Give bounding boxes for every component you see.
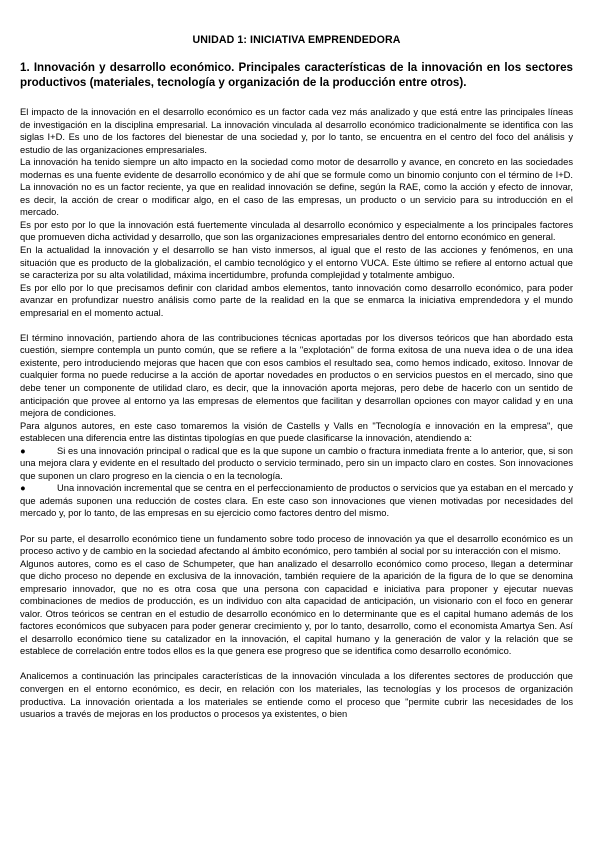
paragraph: Es por ello por lo que precisamos definir con claridad ambos elementos, tanto innovación como desarrollo económico, para poder avanzar en profundizar nuestro análisis como parte de la realidad en la que se enmarca la iniciativa emprendedora y el mundo empresarial en el momento actual. bbox=[20, 282, 573, 318]
paragraph: Por su parte, el desarrollo económico tiene un fundamento sobre todo proceso de innovación ya que el desarrollo económico es un proceso activo y de cambio en la sociedad afectando al ámbito económico, pero también al social por su interacción con el mismo. bbox=[20, 533, 573, 557]
document-page bbox=[20, 34, 573, 721]
bullet-text: Si es una innovación principal o radical que es la que supone un cambio o fractura inmediata frente a lo anterior, que, si son una mejora clara y evidente en el resultado del producto o servicio terminado, pero sin un impacto claro en costes. Son innovaciones que suponen un claro progreso en la ciencia o en la tecnología. bbox=[20, 445, 573, 481]
bullet-item bbox=[20, 445, 573, 483]
paragraph-gap bbox=[20, 520, 573, 533]
unit-title: UNIDAD 1: INICIATIVA EMPRENDEDORA bbox=[192, 34, 401, 46]
paragraph: Es por esto por lo que la innovación está fuertemente vinculada al desarrollo económico y especialmente a los principales factores que promueven dicha actividad y desarrollo, que son las organizaciones empresariales dentro del entorno económico en general. bbox=[20, 219, 573, 243]
paragraph: El término innovación, partiendo ahora de las contribuciones técnicas aportadas por los diversos teóricos que han abordado esta cuestión, siempre contempla un punto común, que se refiere a la "explotación" de forma exitosa de una nueva idea o de una idea existente, pero introduciendo mejoras que hacen que con esos cambios el resultado sea, como hemos indicado, exitoso. Innovar de cualquier forma no puede reducirse a la acción de aportar novedades en productos o en servicios puestos en el mercado, sino que debe tener un componente de utilidad claro, es decir, que la innovación aporta mejoras, pero debe de hacerlo con un sentido de anticipación que provee al entorno ya las empresas de elementos que facilitan y desarrollan opciones con mayor calidad y en una mejora de condiciones. bbox=[20, 332, 573, 419]
paragraph: Analicemos a continuación las principales características de la innovación vinculada a los diferentes sectores de producción que convergen en el entorno económico, es decir, en relación con los materiales, las tecnologías y los procesos de organización productiva. La innovación orientada a los materiales se entiende como el proceso que "permite cubrir las necesidades de los usuarios a través de mejoras en los productos o procesos ya existentes, o bien bbox=[20, 671, 573, 720]
section-title: 1. Innovación y desarrollo económico. Principales características de la innovación en los sectores productivos (materiales, tecnología y organización de la producción entre otros). bbox=[20, 61, 573, 89]
paragraph: El impacto de la innovación en el desarrollo económico es un factor cada vez más analizado y que está entre las principales líneas de investigación en la disciplina empresarial. La innovación vinculada al desarrollo económico tradicionalmente se identifica con las siglas I+D. Es uno de los factores del bienestar de una sociedad y, por lo tanto, se encuentra en el centro del foco del análisis y estudio de las organizaciones empresariales. bbox=[20, 107, 573, 155]
bullet-icon: ● bbox=[20, 483, 26, 494]
paragraph: Algunos autores, como es el caso de Schumpeter, que han analizado el desarrollo económico como proceso, llegan a determinar que dicho proceso no depende en exclusiva de la innovación, también requiere de la aparición de la figura de lo que se denomina empresario innovador, que no es otra cosa que una persona con capacidad e iniciativa para proponer y ejecutar nuevas combinaciones de medios de producción, es un individuo con alta capacidad de anticipación, un visionario con el foco en generar valor. Otros teóricos se centran en el estudio de desarrollo económico en lo determinante que es el capital humano además de los factores económicos que subyacen para poder generar crecimiento y, por lo tanto, desarrollo, como el economista Amartya Sen. Así el desarrollo económico tiene su catalizador en la innovación, el capital humano y la generación de valor y la relación que se establece de correlación entre todos ellos es la que genera ese progreso que se identifica como desarrollo económico. bbox=[20, 558, 573, 657]
paragraph: Para algunos autores, en este caso tomaremos la visión de Castells y Valls en "Tecnología e innovación en la empresa", que establecen una diferencia entre las distintas tipologías en que puede clasificarse la innovación, atendiendo a: bbox=[20, 420, 573, 444]
paragraph-gap bbox=[20, 658, 573, 671]
paragraph: En la actualidad la innovación y el desarrollo se han visto inmersos, al igual que el resto de las acciones y fenómenos, en una situación que es producto de la globalización, el cambio tecnológico y el entorno VUCA. Este último se refiere al entorno actual que se caracteriza por su alta volatilidad, máxima incertidumbre, profunda complejidad y totalmente ambiguo. bbox=[20, 245, 573, 281]
bullet-item bbox=[20, 482, 573, 520]
paragraph: La innovación ha tenido siempre un alto impacto en la sociedad como motor de desarrollo y avance, en concreto en las sociedades modernas es una fuente evidente de desarrollo económico y de ahí que se formule como un binomio conjunto con el término de I+D. La innovación no es un factor reciente, ya que en realidad innovación se define, según la RAE, como la acción y efecto de innovar, es decir, la acción de crear o modificar algo, en el caso de las empresas, un producto o un servicio para su introducción en el mercado. bbox=[20, 157, 573, 218]
bullet-icon: ● bbox=[20, 445, 26, 456]
document-body bbox=[20, 106, 573, 721]
paragraph-gap bbox=[20, 319, 573, 332]
bullet-text: Una innovación incremental que se centra en el perfeccionamiento de productos o servicios que ya estaban en el mercado y que además suponen una reducción de costes clara. En este caso son innovaciones que vienen motivadas por necesidades del mercado y, por lo tanto, de las empresas en su ejercicio como factores dentro del mismo. bbox=[20, 483, 573, 519]
